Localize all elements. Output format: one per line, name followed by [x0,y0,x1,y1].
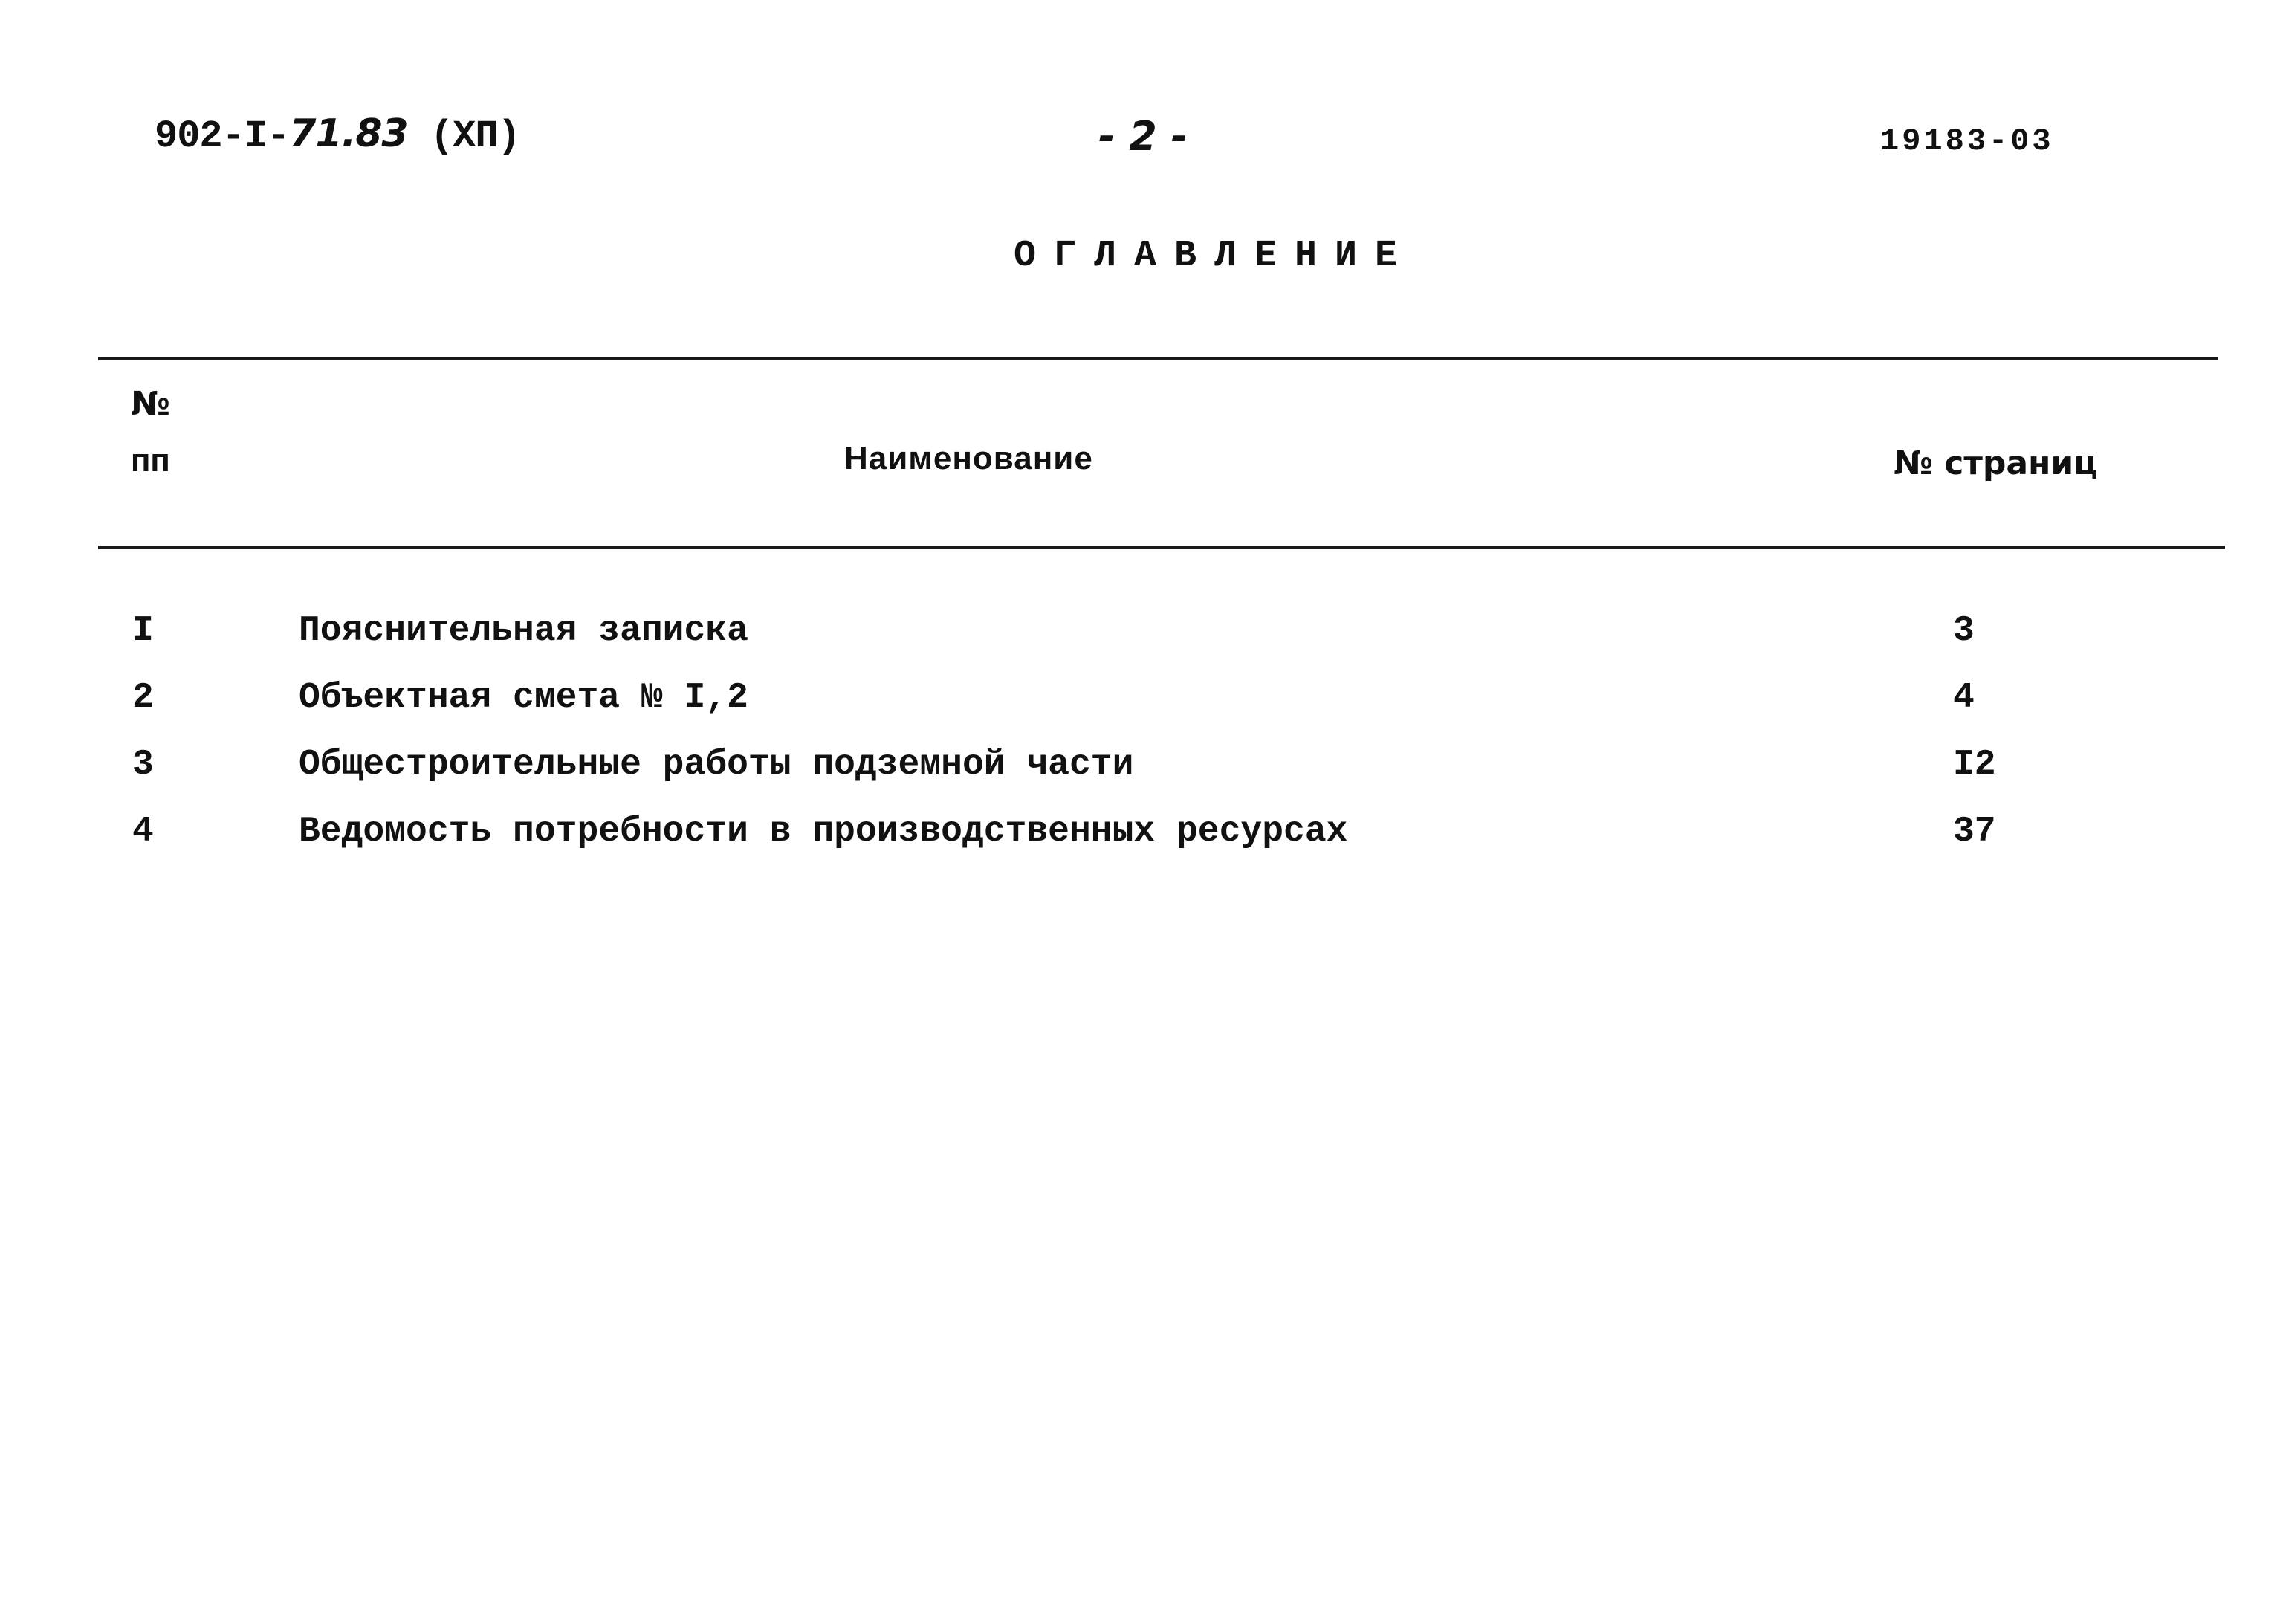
row-number: 3 [132,745,154,785]
row-page: 37 [1953,812,1996,852]
row-name: Общестроительные работы подземной части [299,745,1134,785]
document-code-prefix: 902-I- [155,114,290,158]
document-code-handwritten: 71.83 [289,111,408,156]
row-number: 2 [132,678,154,718]
table-row [0,611,2283,678]
row-name: Объектная смета № I,2 [299,678,748,718]
row-name: Пояснительная записка [299,611,748,651]
page-number: - 2 - [1098,113,1188,160]
table-row [0,745,2283,812]
column-header-pages: № страниц [1894,444,2098,482]
archive-number: 19183-03 [1880,123,2054,159]
table-top-rule [98,357,2218,360]
row-number: 4 [132,812,154,852]
table-header-rule [98,546,2225,549]
row-page: I2 [1953,745,1996,785]
row-page: 4 [1953,678,1975,718]
document-code-suffix: (XП) [407,114,520,158]
table-row [0,678,2283,745]
column-header-name: Наименование [844,440,1093,476]
page-title: ОГЛАВЛЕНИЕ [1014,235,1416,277]
table-row [0,812,2283,879]
column-header-number: пп [131,444,170,482]
document-code [155,111,520,158]
column-header-number-sign: № [131,385,170,423]
row-number: I [132,611,154,651]
row-page: 3 [1953,611,1975,651]
row-name: Ведомость потребности в производственных ресурсах [299,812,1348,852]
